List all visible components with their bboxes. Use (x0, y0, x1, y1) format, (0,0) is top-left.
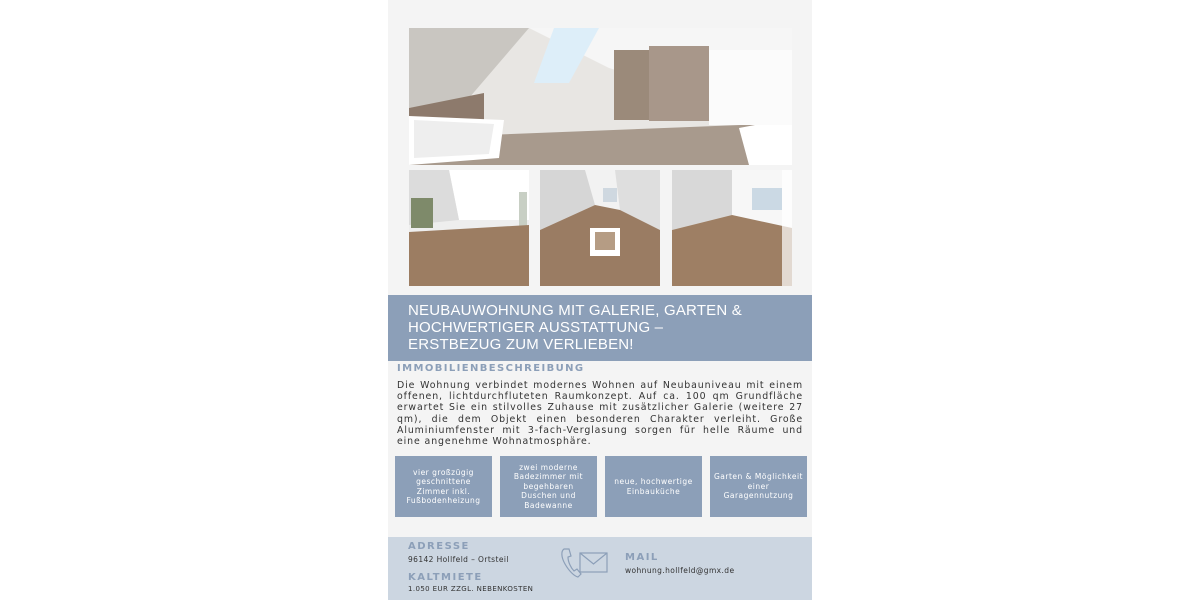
mail-value[interactable]: wohnung.hollfeld@gmx.de (625, 566, 735, 575)
mail-label: MAIL (625, 552, 659, 563)
address-value: 96142 Hollfeld – Ortsteil (408, 555, 509, 564)
phone-and-envelope-icon (560, 547, 608, 579)
title-line-1: NEUBAUWOHNUNG MIT GALERIE, GARTEN & (408, 302, 742, 319)
feature-text: zwei moderne Badezimmer mit begehbaren Duschen und Badewanne (513, 462, 584, 510)
room-photo-3 (672, 170, 792, 286)
feature-box-kitchen (605, 456, 702, 517)
rent-value: 1.050 EUR ZZGL. NEBENKOSTEN (408, 585, 534, 593)
description-text: Die Wohnung verbindet modernes Wohnen auf Neubauniveau mit einem offenen, lichtdurchfluteten Raumkonzept. Auf ca. 100 qm Grundfläche erwartet Sie ein stilvolles Zuhause mit zusätzlicher Galerie (weitere 27 qm), die dem Objekt einen besonderen Charakter verleiht. Große Aluminiumfenster mit 3-fach-Verglasung sorgen für helle Räume und eine angenehme Wohnatmosphäre. (397, 380, 803, 448)
rent-label: KALTMIETE (408, 572, 483, 583)
feature-text: neue, hochwertige Einbauküche (614, 477, 693, 496)
room-photo-2 (540, 170, 660, 286)
title-banner (388, 295, 812, 361)
feature-box-rooms (395, 456, 492, 517)
bathroom-photo (409, 28, 792, 165)
feature-text: Garten & Möglichkeit einer Garagennutzung (714, 472, 803, 501)
expose-page (388, 0, 812, 600)
feature-text: vier großzügig geschnittene Zimmer inkl. Fußbodenheizung (406, 467, 481, 505)
page-title (408, 302, 788, 353)
contact-footer (388, 537, 812, 600)
title-line-3: ERSTBEZUG ZUM VERLIEBEN! (408, 336, 634, 353)
description-heading: IMMOBILIENBESCHREIBUNG (397, 363, 585, 374)
title-line-2: HOCHWERTIGER AUSSTATTUNG – (408, 319, 664, 336)
feature-box-garden (710, 456, 807, 517)
room-photo-1 (409, 170, 529, 286)
feature-box-bathrooms (500, 456, 597, 517)
address-label: ADRESSE (408, 541, 470, 552)
